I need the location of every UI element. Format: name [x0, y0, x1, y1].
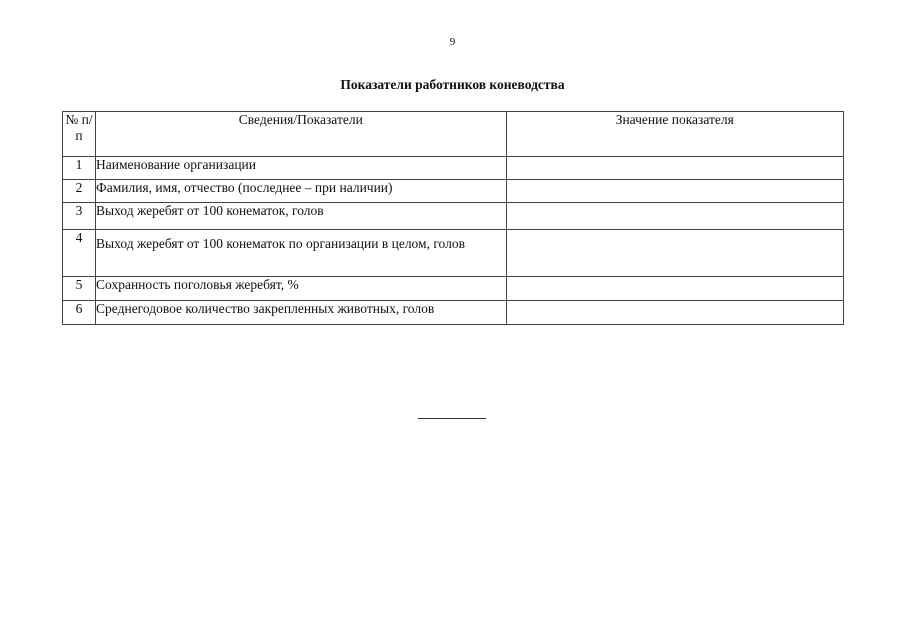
row-number: 3 [63, 203, 96, 230]
indicators-table [62, 111, 844, 325]
header-number: № п/п [63, 112, 96, 157]
row-number: 6 [63, 301, 96, 325]
row-indicator: Выход жеребят от 100 конематок, голов [96, 203, 507, 230]
table-header-row [63, 112, 844, 157]
row-number: 5 [63, 277, 96, 301]
row-indicator: Сохранность поголовья жеребят, % [96, 277, 507, 301]
table-row [63, 230, 844, 277]
page-title: Показатели работников коневодства [340, 77, 565, 92]
row-number: 2 [63, 180, 96, 203]
header-value: Значение показателя [506, 112, 843, 157]
row-number: 1 [63, 157, 96, 180]
row-value-cell[interactable] [506, 180, 843, 203]
page-number: 9 [449, 36, 456, 48]
row-indicator: Выход жеребят от 100 конематок по организации в целом, голов [96, 230, 507, 277]
row-indicator: Среднегодовое количество закрепленных животных, голов [96, 301, 507, 325]
table-row [63, 157, 844, 180]
table-row [63, 277, 844, 301]
table-row [63, 301, 844, 325]
row-number: 4 [63, 230, 96, 277]
row-value-cell[interactable] [506, 230, 843, 277]
row-value-cell[interactable] [506, 157, 843, 180]
row-indicator: Наименование организации [96, 157, 507, 180]
row-value-cell[interactable] [506, 277, 843, 301]
table-row [63, 203, 844, 230]
end-separator-line [418, 418, 486, 419]
row-value-cell[interactable] [506, 203, 843, 230]
row-value-cell[interactable] [506, 301, 843, 325]
table-row [63, 180, 844, 203]
row-indicator: Фамилия, имя, отчество (последнее – при наличии) [96, 180, 507, 203]
header-indicators: Сведения/Показатели [96, 112, 507, 157]
